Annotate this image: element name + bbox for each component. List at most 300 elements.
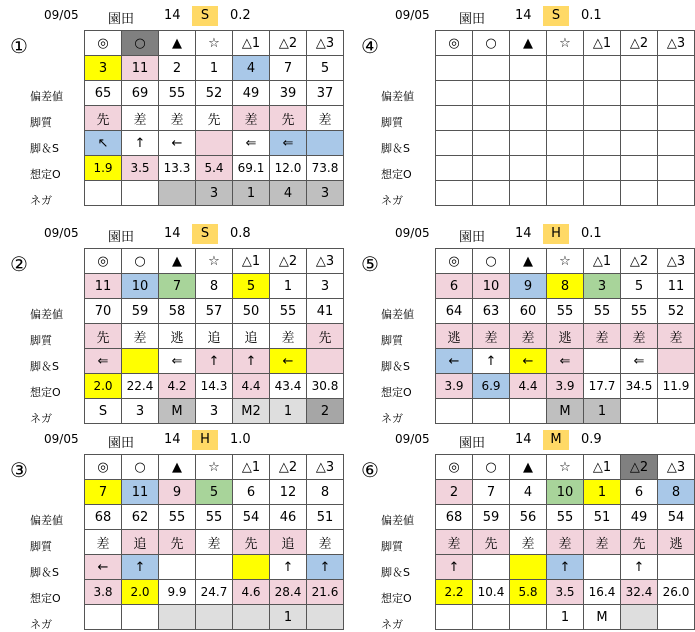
table-cell bbox=[122, 605, 159, 630]
track-condition-badge: H bbox=[192, 430, 218, 450]
table-cell bbox=[307, 131, 344, 156]
table-cell bbox=[658, 349, 695, 374]
panel-5 bbox=[10, 430, 344, 631]
row-label: 脚＆S bbox=[30, 360, 59, 373]
race-number-circle: ⑤ bbox=[361, 252, 379, 276]
table-cell: 60 bbox=[510, 299, 547, 324]
table-cell: 37 bbox=[307, 81, 344, 106]
row-label: 脚質 bbox=[30, 540, 52, 553]
table-row bbox=[85, 480, 344, 505]
table-row bbox=[436, 106, 695, 131]
table-cell: ○ bbox=[473, 249, 510, 274]
table-cell: 56 bbox=[510, 505, 547, 530]
table-cell: 3.9 bbox=[436, 374, 473, 399]
table-cell bbox=[196, 131, 233, 156]
table-cell: △2 bbox=[270, 455, 307, 480]
table-cell: 先 bbox=[196, 106, 233, 131]
table-row bbox=[85, 324, 344, 349]
table-cell bbox=[196, 605, 233, 630]
row-label: 偏差値 bbox=[381, 308, 414, 321]
table-cell: ○ bbox=[122, 249, 159, 274]
table-cell: 6 bbox=[621, 480, 658, 505]
field-size: 14 bbox=[515, 432, 532, 447]
table-cell: ⇐ bbox=[621, 349, 658, 374]
table-row bbox=[85, 131, 344, 156]
table-cell: 5 bbox=[233, 274, 270, 299]
table-cell: 51 bbox=[584, 505, 621, 530]
table-cell bbox=[621, 56, 658, 81]
table-cell: △1 bbox=[233, 455, 270, 480]
race-number-circle: ③ bbox=[10, 458, 28, 482]
table-cell bbox=[621, 399, 658, 424]
table-cell: 49 bbox=[621, 505, 658, 530]
table-row bbox=[436, 480, 695, 505]
table-cell: 3 bbox=[196, 181, 233, 206]
table-cell: △2 bbox=[621, 31, 658, 56]
table-cell: 3.5 bbox=[122, 156, 159, 181]
venue-name: 園田 bbox=[459, 436, 486, 451]
table-cell: ☆ bbox=[547, 249, 584, 274]
table-cell: 差 bbox=[122, 106, 159, 131]
table-cell: △1 bbox=[233, 31, 270, 56]
table-cell: 11 bbox=[658, 274, 695, 299]
table-cell: 64 bbox=[436, 299, 473, 324]
prediction-table bbox=[84, 30, 344, 206]
table-cell: 差 bbox=[307, 530, 344, 555]
table-cell bbox=[510, 106, 547, 131]
panel-4 bbox=[361, 224, 695, 425]
table-cell bbox=[436, 81, 473, 106]
row-label: 脚＆S bbox=[30, 566, 59, 579]
table-row bbox=[436, 274, 695, 299]
condition-value: 0.1 bbox=[581, 8, 602, 23]
table-row bbox=[436, 374, 695, 399]
table-cell bbox=[233, 555, 270, 580]
row-label: 偏差値 bbox=[381, 90, 414, 103]
race-date: 09/05 bbox=[44, 432, 79, 446]
track-condition-badge: S bbox=[192, 6, 218, 26]
table-cell: 差 bbox=[122, 324, 159, 349]
table-row bbox=[436, 580, 695, 605]
table-cell: 11 bbox=[85, 274, 122, 299]
table-cell bbox=[436, 181, 473, 206]
table-cell: ◎ bbox=[436, 455, 473, 480]
row-label: 想定O bbox=[381, 386, 412, 399]
table-cell: 69.1 bbox=[233, 156, 270, 181]
table-cell: M bbox=[584, 605, 621, 630]
table-cell: △3 bbox=[307, 249, 344, 274]
table-cell bbox=[196, 555, 233, 580]
table-cell: ☆ bbox=[196, 455, 233, 480]
table-cell bbox=[621, 106, 658, 131]
table-cell bbox=[510, 181, 547, 206]
table-cell: △2 bbox=[621, 455, 658, 480]
table-cell: 追 bbox=[270, 530, 307, 555]
panel-2 bbox=[361, 6, 695, 207]
table-row bbox=[436, 131, 695, 156]
race-number-circle: ④ bbox=[361, 34, 379, 58]
table-cell bbox=[473, 81, 510, 106]
table-cell bbox=[473, 555, 510, 580]
table-cell: 55 bbox=[159, 505, 196, 530]
venue-name: 園田 bbox=[108, 12, 135, 27]
table-cell: 68 bbox=[85, 505, 122, 530]
table-cell: ◎ bbox=[436, 31, 473, 56]
table-cell: 8 bbox=[658, 480, 695, 505]
venue-name: 園田 bbox=[459, 230, 486, 245]
table-cell: 4 bbox=[233, 56, 270, 81]
table-row bbox=[85, 106, 344, 131]
table-cell: 30.8 bbox=[307, 374, 344, 399]
table-cell: 追 bbox=[233, 324, 270, 349]
table-cell: 51 bbox=[307, 505, 344, 530]
table-cell: 3 bbox=[307, 274, 344, 299]
table-cell: 7 bbox=[159, 274, 196, 299]
table-cell: ⇐ bbox=[233, 131, 270, 156]
table-cell bbox=[621, 605, 658, 630]
table-cell: 4 bbox=[270, 181, 307, 206]
table-cell: 4.4 bbox=[510, 374, 547, 399]
table-cell: ↑ bbox=[473, 349, 510, 374]
table-cell: △2 bbox=[270, 31, 307, 56]
table-row bbox=[85, 530, 344, 555]
condition-value: 0.8 bbox=[230, 226, 251, 241]
table-cell: 3.9 bbox=[547, 374, 584, 399]
table-cell: ○ bbox=[122, 455, 159, 480]
table-cell: 9 bbox=[159, 480, 196, 505]
table-cell: 差 bbox=[159, 106, 196, 131]
table-cell: △2 bbox=[270, 249, 307, 274]
table-row bbox=[85, 505, 344, 530]
mark-header-row bbox=[85, 249, 344, 274]
table-cell: 7 bbox=[270, 56, 307, 81]
table-cell: 59 bbox=[473, 505, 510, 530]
row-label: 偏差値 bbox=[30, 308, 63, 321]
table-cell bbox=[436, 156, 473, 181]
table-cell: 62 bbox=[122, 505, 159, 530]
table-cell: ◎ bbox=[436, 249, 473, 274]
table-cell: 9 bbox=[510, 274, 547, 299]
row-label: 脚質 bbox=[30, 116, 52, 129]
field-size: 14 bbox=[515, 8, 532, 23]
table-cell: 差 bbox=[233, 106, 270, 131]
table-cell: 1 bbox=[233, 181, 270, 206]
table-cell: 3 bbox=[85, 56, 122, 81]
table-cell: 17.7 bbox=[584, 374, 621, 399]
table-cell bbox=[621, 181, 658, 206]
table-cell: ◎ bbox=[85, 455, 122, 480]
table-cell bbox=[510, 56, 547, 81]
table-row bbox=[85, 580, 344, 605]
table-cell: ← bbox=[510, 349, 547, 374]
field-size: 14 bbox=[164, 432, 181, 447]
table-cell: 12.0 bbox=[270, 156, 307, 181]
table-cell: 14.3 bbox=[196, 374, 233, 399]
table-row bbox=[85, 156, 344, 181]
table-cell bbox=[658, 605, 695, 630]
table-cell: 2.0 bbox=[85, 374, 122, 399]
table-cell: 59 bbox=[122, 299, 159, 324]
table-cell: ○ bbox=[473, 455, 510, 480]
track-condition-badge: H bbox=[543, 224, 569, 244]
condition-value: 0.9 bbox=[581, 432, 602, 447]
table-cell: 5 bbox=[307, 56, 344, 81]
table-cell: △1 bbox=[584, 455, 621, 480]
table-cell: 13.3 bbox=[159, 156, 196, 181]
table-row bbox=[436, 530, 695, 555]
mark-header-row bbox=[436, 455, 695, 480]
row-label: 脚＆S bbox=[30, 142, 59, 155]
table-cell: 69 bbox=[122, 81, 159, 106]
table-cell: 先 bbox=[270, 106, 307, 131]
condition-value: 0.2 bbox=[230, 8, 251, 23]
row-label: 想定O bbox=[381, 592, 412, 605]
table-cell: 52 bbox=[196, 81, 233, 106]
table-cell bbox=[307, 605, 344, 630]
panel-header bbox=[44, 430, 344, 450]
table-cell: 5.8 bbox=[510, 580, 547, 605]
field-size: 14 bbox=[164, 226, 181, 241]
table-cell: ← bbox=[436, 349, 473, 374]
table-cell: ☆ bbox=[196, 249, 233, 274]
table-cell: M2 bbox=[233, 399, 270, 424]
table-cell: ⇐ bbox=[85, 349, 122, 374]
table-cell: ↑ bbox=[233, 349, 270, 374]
table-cell: 1 bbox=[270, 274, 307, 299]
table-cell: 3.5 bbox=[547, 580, 584, 605]
table-cell: ▲ bbox=[159, 249, 196, 274]
race-number-circle: ⑥ bbox=[361, 458, 379, 482]
table-cell: 43.4 bbox=[270, 374, 307, 399]
table-cell bbox=[85, 605, 122, 630]
table-cell: 6 bbox=[233, 480, 270, 505]
table-cell bbox=[547, 106, 584, 131]
table-cell: 73.8 bbox=[307, 156, 344, 181]
table-cell: ○ bbox=[122, 31, 159, 56]
table-cell: 24.7 bbox=[196, 580, 233, 605]
table-cell: 差 bbox=[270, 324, 307, 349]
table-cell: ↑ bbox=[122, 555, 159, 580]
table-cell bbox=[510, 156, 547, 181]
table-cell bbox=[658, 399, 695, 424]
table-cell: 4.2 bbox=[159, 374, 196, 399]
table-cell: 22.4 bbox=[122, 374, 159, 399]
table-cell: 差 bbox=[547, 530, 584, 555]
table-cell: ↑ bbox=[307, 555, 344, 580]
table-cell: 4.6 bbox=[233, 580, 270, 605]
prediction-table bbox=[435, 30, 695, 206]
row-label: ネガ bbox=[30, 194, 52, 207]
table-cell bbox=[658, 555, 695, 580]
row-label: 偏差値 bbox=[30, 514, 63, 527]
venue-name: 園田 bbox=[108, 230, 135, 245]
table-cell bbox=[473, 399, 510, 424]
table-cell: 差 bbox=[307, 106, 344, 131]
table-cell bbox=[658, 106, 695, 131]
table-cell: 差 bbox=[584, 530, 621, 555]
table-cell: M bbox=[159, 399, 196, 424]
table-cell: 差 bbox=[196, 530, 233, 555]
table-cell bbox=[584, 555, 621, 580]
table-cell bbox=[510, 131, 547, 156]
track-condition-badge: M bbox=[543, 430, 569, 450]
table-cell: 2.2 bbox=[436, 580, 473, 605]
table-cell bbox=[159, 555, 196, 580]
table-row bbox=[85, 605, 344, 630]
table-cell: 追 bbox=[196, 324, 233, 349]
table-cell: ↑ bbox=[547, 555, 584, 580]
table-cell bbox=[122, 181, 159, 206]
table-cell: ▲ bbox=[510, 455, 547, 480]
table-cell: 6.9 bbox=[473, 374, 510, 399]
table-cell: 10 bbox=[547, 480, 584, 505]
table-cell: 8 bbox=[307, 480, 344, 505]
table-cell bbox=[159, 181, 196, 206]
prediction-table bbox=[435, 248, 695, 424]
table-cell: △3 bbox=[307, 31, 344, 56]
row-label: 偏差値 bbox=[30, 90, 63, 103]
table-cell: 3.8 bbox=[85, 580, 122, 605]
table-cell: 8 bbox=[547, 274, 584, 299]
table-cell bbox=[584, 106, 621, 131]
table-cell: 1 bbox=[584, 480, 621, 505]
table-cell: △1 bbox=[233, 249, 270, 274]
table-cell bbox=[547, 56, 584, 81]
table-cell: 先 bbox=[85, 324, 122, 349]
mark-header-row bbox=[436, 249, 695, 274]
table-cell: 4.4 bbox=[233, 374, 270, 399]
panel-header bbox=[44, 224, 344, 244]
table-cell bbox=[547, 156, 584, 181]
table-cell bbox=[584, 131, 621, 156]
table-cell: 5 bbox=[621, 274, 658, 299]
table-cell bbox=[436, 56, 473, 81]
row-label: 想定O bbox=[381, 168, 412, 181]
table-cell bbox=[159, 605, 196, 630]
table-cell: ↑ bbox=[270, 555, 307, 580]
table-cell: 28.4 bbox=[270, 580, 307, 605]
table-cell: 逃 bbox=[547, 324, 584, 349]
panel-6 bbox=[361, 430, 695, 631]
table-cell bbox=[547, 181, 584, 206]
table-cell: △2 bbox=[621, 249, 658, 274]
table-cell: 21.6 bbox=[307, 580, 344, 605]
table-row bbox=[436, 81, 695, 106]
table-row bbox=[85, 56, 344, 81]
panel-header bbox=[395, 6, 695, 26]
venue-name: 園田 bbox=[459, 12, 486, 27]
row-label: 想定O bbox=[30, 386, 61, 399]
table-cell: ☆ bbox=[547, 455, 584, 480]
table-cell bbox=[510, 399, 547, 424]
table-cell: 11 bbox=[122, 480, 159, 505]
track-condition-badge: S bbox=[192, 224, 218, 244]
row-label: 脚＆S bbox=[381, 360, 410, 373]
table-cell: 4 bbox=[510, 480, 547, 505]
table-cell: 10 bbox=[473, 274, 510, 299]
prediction-table bbox=[84, 454, 344, 630]
panel-header bbox=[395, 430, 695, 450]
table-cell: 11.9 bbox=[658, 374, 695, 399]
table-cell: 26.0 bbox=[658, 580, 695, 605]
panel-1 bbox=[10, 6, 344, 207]
table-cell: ◎ bbox=[85, 249, 122, 274]
table-cell bbox=[658, 81, 695, 106]
table-cell: ⇐ bbox=[270, 131, 307, 156]
table-cell bbox=[473, 131, 510, 156]
table-cell: 2.0 bbox=[122, 580, 159, 605]
race-date: 09/05 bbox=[395, 226, 430, 240]
table-cell bbox=[85, 181, 122, 206]
table-cell bbox=[473, 181, 510, 206]
table-cell: ↖ bbox=[85, 131, 122, 156]
race-date: 09/05 bbox=[44, 226, 79, 240]
table-cell: 逃 bbox=[436, 324, 473, 349]
table-cell: ☆ bbox=[547, 31, 584, 56]
table-cell: 3 bbox=[122, 399, 159, 424]
table-cell bbox=[510, 555, 547, 580]
table-row bbox=[436, 324, 695, 349]
row-label: ネガ bbox=[381, 618, 403, 631]
table-cell bbox=[584, 156, 621, 181]
table-row bbox=[436, 181, 695, 206]
panel-header bbox=[44, 6, 344, 26]
table-row bbox=[436, 505, 695, 530]
condition-value: 1.0 bbox=[230, 432, 251, 447]
condition-value: 0.1 bbox=[581, 226, 602, 241]
table-cell: 32.4 bbox=[621, 580, 658, 605]
track-condition-badge: S bbox=[543, 6, 569, 26]
table-cell: 7 bbox=[473, 480, 510, 505]
table-cell: 58 bbox=[159, 299, 196, 324]
table-row bbox=[85, 399, 344, 424]
venue-name: 園田 bbox=[108, 436, 135, 451]
table-cell bbox=[436, 399, 473, 424]
row-label: 想定O bbox=[30, 168, 61, 181]
table-cell: ↑ bbox=[196, 349, 233, 374]
race-date: 09/05 bbox=[44, 8, 79, 22]
table-cell: 3 bbox=[307, 181, 344, 206]
table-row bbox=[85, 274, 344, 299]
panel-3 bbox=[10, 224, 344, 425]
table-cell: 追 bbox=[122, 530, 159, 555]
table-cell: 6 bbox=[436, 274, 473, 299]
table-cell: 9.9 bbox=[159, 580, 196, 605]
table-cell: ▲ bbox=[159, 31, 196, 56]
field-size: 14 bbox=[164, 8, 181, 23]
table-row bbox=[436, 56, 695, 81]
row-label: ネガ bbox=[30, 412, 52, 425]
table-cell: 2 bbox=[159, 56, 196, 81]
table-cell: 差 bbox=[473, 324, 510, 349]
table-cell: 50 bbox=[233, 299, 270, 324]
table-cell bbox=[122, 349, 159, 374]
table-cell: 55 bbox=[196, 505, 233, 530]
table-cell: 54 bbox=[233, 505, 270, 530]
table-row bbox=[85, 299, 344, 324]
table-cell: 12 bbox=[270, 480, 307, 505]
table-cell bbox=[473, 156, 510, 181]
table-cell: 先 bbox=[473, 530, 510, 555]
panel-header bbox=[395, 224, 695, 244]
race-number-circle: ② bbox=[10, 252, 28, 276]
table-cell: 差 bbox=[436, 530, 473, 555]
table-cell bbox=[436, 106, 473, 131]
table-cell bbox=[658, 131, 695, 156]
table-cell bbox=[658, 181, 695, 206]
table-cell: 1 bbox=[547, 605, 584, 630]
row-label: 想定O bbox=[30, 592, 61, 605]
